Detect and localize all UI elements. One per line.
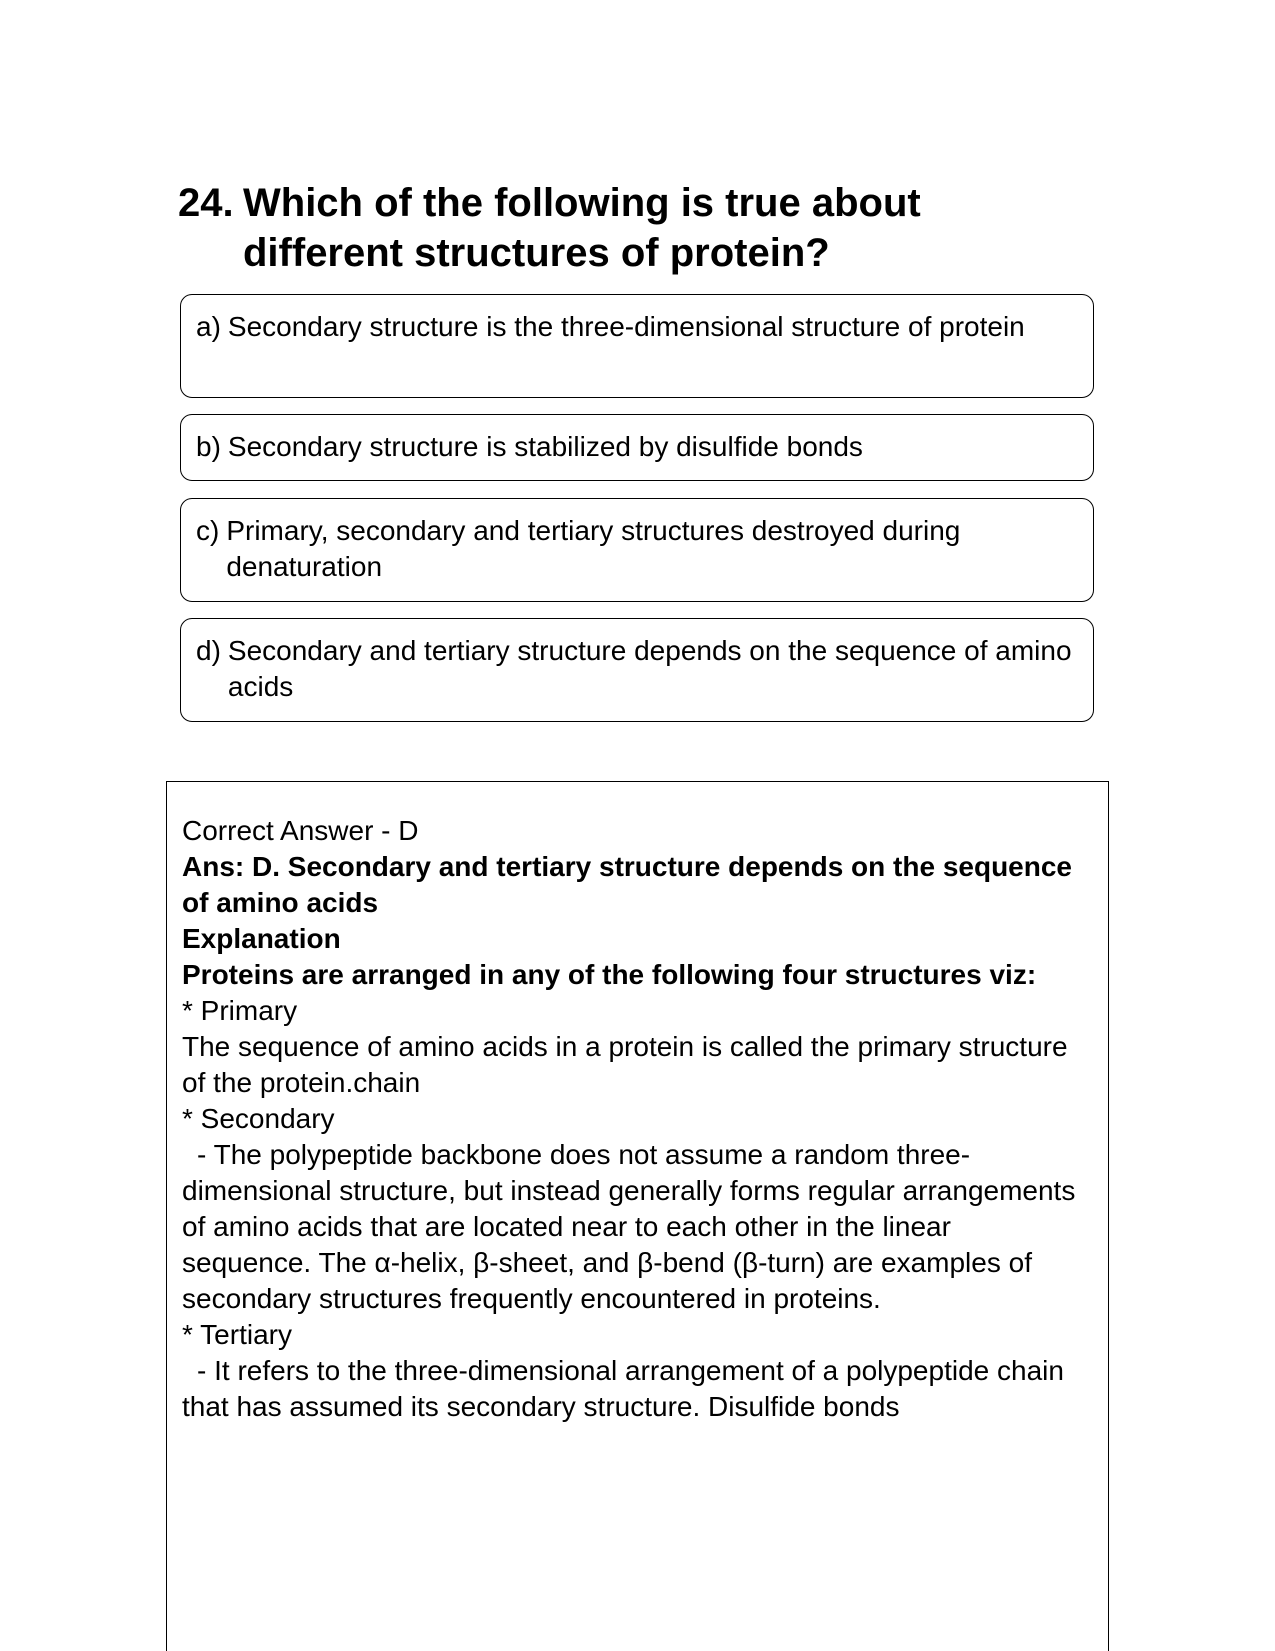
answer-clip — [167, 782, 1108, 1500]
option-b[interactable] — [180, 414, 1094, 481]
option-c-text: Primary, secondary and tertiary structures destroyed during denaturation — [226, 515, 961, 582]
answer-statement: Ans: D. Secondary and tertiary structure depends on the sequence of amino acids — [182, 851, 1072, 918]
secondary-text: - The polypeptide backbone does not assume a random three-dimensional structure, but instead generally forms regular arrangements of amino acids that are located near to each other in the linear sequence. The α-helix, β-sheet, and β-bend (β-turn) are examples of secondary structures frequently encountered in proteins. — [182, 1139, 1076, 1314]
question-heading — [178, 178, 1078, 278]
tertiary-text: - It refers to the three-dimensional arrangement of a polypeptide chain that has assumed its secondary structure. Disulfide bonds — [182, 1355, 1064, 1422]
option-b-letter: b) — [196, 431, 221, 462]
tertiary-heading: * Tertiary — [182, 1319, 292, 1350]
explanation-heading: Explanation — [182, 923, 341, 954]
option-b-text: Secondary structure is stabilized by disulfide bonds — [227, 431, 863, 462]
explanation-intro: Proteins are arranged in any of the following four structures viz: — [182, 959, 1037, 990]
option-c-letter: c) — [196, 515, 220, 546]
page-bottom-margin — [167, 1500, 1108, 1651]
option-a[interactable] — [180, 294, 1094, 398]
option-d[interactable] — [180, 618, 1094, 722]
option-d-text: Secondary and tertiary structure depends on the sequence of amino acids — [227, 635, 1072, 702]
primary-heading: * Primary — [182, 995, 298, 1026]
answer-content — [182, 813, 1087, 1425]
option-c[interactable] — [180, 498, 1094, 602]
option-a-text: Secondary structure is the three-dimensional structure of protein — [227, 311, 1025, 342]
correct-answer-line: Correct Answer - D — [182, 815, 419, 846]
primary-text: The sequence of amino acids in a protein is called the primary structure of the protein.chain — [182, 1031, 1068, 1098]
question-text: Which of the following is true about different structures of protein? — [243, 181, 921, 275]
answer-box — [166, 781, 1109, 1651]
secondary-heading: * Secondary — [182, 1103, 335, 1134]
question-number: 24. — [178, 181, 234, 225]
option-a-letter: a) — [196, 311, 221, 342]
option-d-letter: d) — [196, 635, 221, 666]
